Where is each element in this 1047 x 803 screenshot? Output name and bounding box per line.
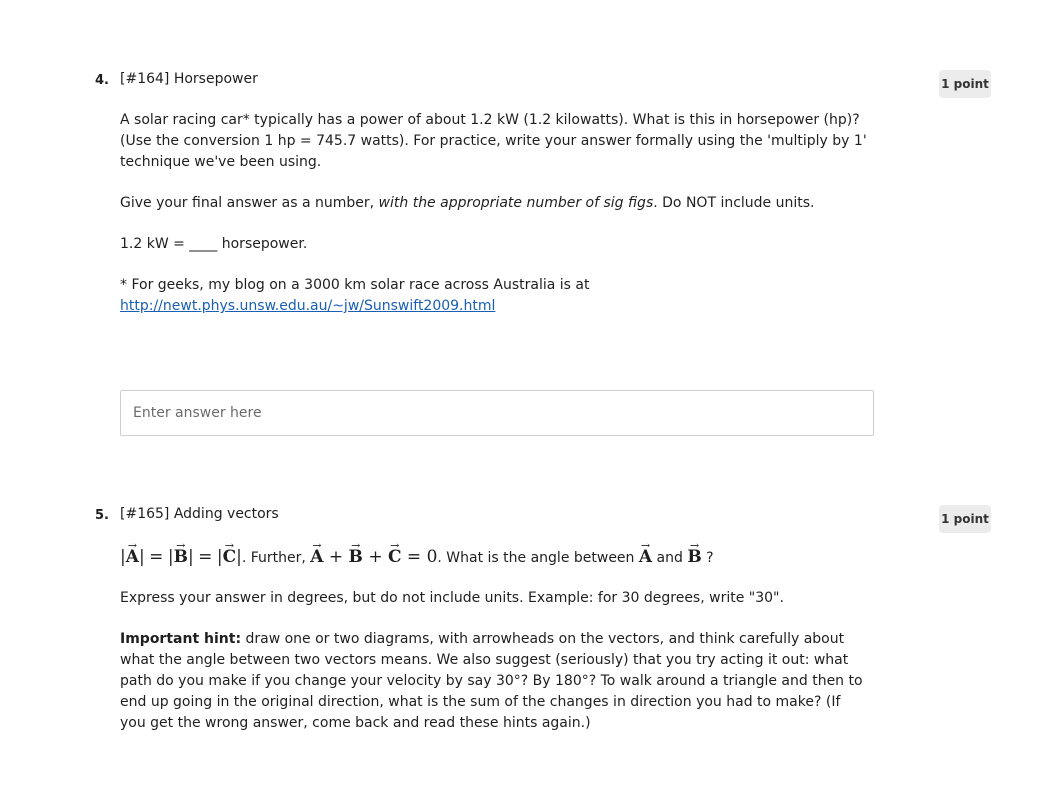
hint-text: [120, 629, 870, 734]
vector-b: → B: [687, 547, 701, 567]
footnote-text: [120, 275, 870, 317]
question-number: 4.: [95, 73, 109, 88]
math-question: |→ A| = |→ B| = |→ C|. Further, → A + → B + → C = 0. What is the angle between → A and → B ?: [120, 545, 870, 570]
question-title: [#164] Horsepower: [120, 71, 258, 87]
footnote-label: * For geeks, my blog on a 3000 km solar race across Australia is at: [120, 277, 590, 293]
answer-input[interactable]: [120, 390, 874, 436]
blog-link[interactable]: http://newt.phys.unsw.edu.au/~jw/Sunswift2009.html: [120, 298, 496, 314]
instructions-italic: with the appropriate number of sig figs: [378, 195, 654, 211]
question-text: A solar racing car* typically has a power of about 1.2 kW (1.2 kilowatts). What is this in horsepower (hp)? (Use the conversion 1 hp = 745.7 watts). For practice, write your answer formally using the 'multiply by 1' technique we've been using.: [120, 112, 867, 170]
points-badge: 1 point: [939, 505, 991, 533]
equation-text: 1.2 kW = ____ horsepower.: [120, 236, 308, 252]
question-title: [#165] Adding vectors: [120, 506, 279, 522]
instructions-end: . Do NOT include units.: [653, 195, 815, 211]
math-text-1: . Further,: [241, 550, 311, 566]
magnitude-a: |→ A|: [120, 547, 145, 567]
magnitude-b: |→ B|: [168, 547, 194, 567]
math-and: and: [652, 550, 688, 566]
magnitude-c: |→ C|: [217, 547, 242, 567]
instructions-start: Give your final answer as a number,: [120, 195, 379, 211]
vector-a: → A: [639, 547, 652, 567]
instructions-text: [120, 193, 870, 214]
hint-label: Important hint:: [120, 631, 242, 647]
hint-body: draw one or two diagrams, with arrowheads on the vectors, and think carefully about what the angle between two vectors means. We also suggest (seriously) that you try acting it out: what path do you make if you change your velocity by say 30°? By 180°? To walk around a triangle and then to end up going in the original direction, what is the sum of the changes in direction you had to make? (If you get the wrong answer, come back and read these hints again.): [120, 631, 863, 731]
math-text-2: . What is the angle between: [437, 550, 639, 566]
points-badge: 1 point: [939, 70, 991, 98]
question-number: 5.: [95, 508, 109, 523]
vector-sum: → A + → B + → C = 0: [310, 547, 437, 567]
math-question-mark: ?: [701, 550, 714, 566]
instructions-text: Express your answer in degrees, but do not include units. Example: for 30 degrees, write "30".: [120, 590, 784, 606]
